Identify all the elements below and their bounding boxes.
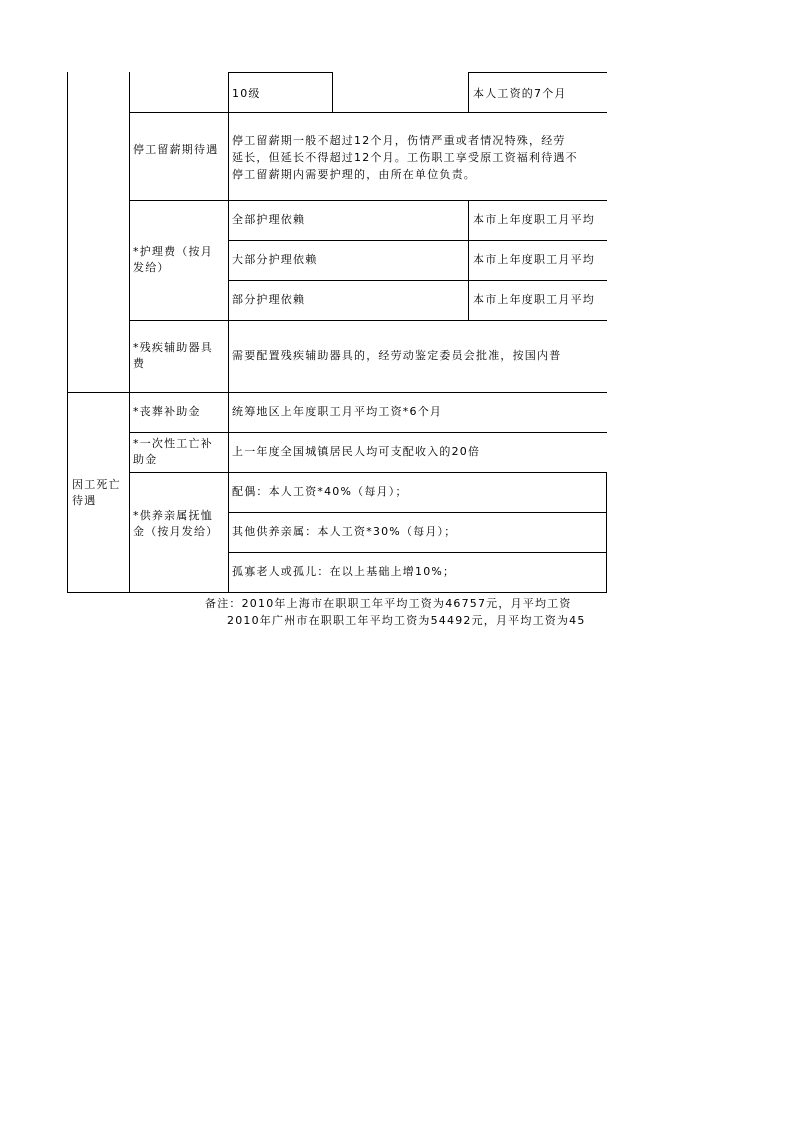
row-border	[228, 512, 607, 513]
nursing-amount-cell: 本市上年度职工月平均	[473, 213, 595, 226]
dependents-row: 孤寡老人或孤儿：在以上基础上增10%；	[232, 565, 456, 578]
cell-border	[468, 72, 607, 73]
grade-cell: 10级	[232, 87, 261, 100]
stop-work-label: 停工留薪期待遇	[133, 143, 219, 156]
funeral-text: 统筹地区上年度职工月平均工资*6个月	[232, 405, 443, 418]
lump-sum-label: *一次性工亡补助金	[133, 437, 213, 466]
column-divider	[228, 72, 229, 593]
cell-border	[228, 72, 333, 73]
cell-border	[332, 72, 333, 113]
row-border	[129, 432, 607, 433]
table-border-left	[67, 72, 68, 593]
stop-work-text-line: 停工留薪期一般不超过12个月，伤情严重或者情况特殊，经劳	[232, 134, 566, 147]
row-border	[228, 552, 607, 553]
nursing-label: *护理费（按月发给）	[133, 245, 213, 274]
nursing-level-cell: 全部护理依赖	[232, 213, 306, 226]
aids-label: *残疾辅助器具费	[133, 341, 213, 370]
section-border	[67, 392, 607, 393]
row-border	[228, 240, 607, 241]
dependents-row: 其他供养亲属：本人工资*30%（每月）；	[232, 525, 457, 538]
dependents-label: *供养亲属抚恤金（按月发给）	[133, 509, 219, 538]
cell-border	[468, 72, 469, 113]
note-line: 备注：2010年上海市在职职工年平均工资为46757元，月平均工资	[205, 597, 572, 610]
column-divider	[129, 72, 130, 593]
nursing-level-cell: 部分护理依赖	[232, 293, 306, 306]
row-border	[129, 472, 607, 473]
cell-border	[468, 200, 469, 320]
nursing-level-cell: 大部分护理依赖	[232, 253, 318, 266]
note-line: 2010年广州市在职职工年平均工资为54492元，月平均工资为45	[227, 614, 586, 627]
funeral-label: *丧葬补助金	[133, 405, 201, 418]
row-border	[129, 320, 607, 321]
nursing-amount-cell: 本市上年度职工月平均	[473, 253, 595, 266]
benefits-table	[0, 0, 607, 660]
nursing-amount-cell: 本市上年度职工月平均	[473, 293, 595, 306]
stop-work-text-line: 延长，但延长不得超过12个月。工伤职工享受原工资福利待遇不	[232, 151, 578, 164]
compensation-cell: 本人工资的7个月	[473, 87, 567, 100]
aids-text: 需要配置残疾辅助器具的，经劳动鉴定委员会批准，按国内普	[232, 349, 562, 362]
row-border	[129, 200, 607, 201]
row-border	[228, 280, 607, 281]
dependents-row: 配偶：本人工资*40%（每月）；	[232, 485, 408, 498]
lump-sum-text: 上一年度全国城镇居民人均可支配收入的20倍	[232, 445, 481, 458]
cell-border	[606, 472, 607, 593]
table-border-bottom	[67, 592, 607, 593]
stop-work-text-line: 停工留薪期内需要护理的，由所在单位负责。	[232, 168, 476, 181]
row-border	[129, 112, 607, 113]
death-section-label: 因工死亡待遇	[72, 478, 121, 507]
